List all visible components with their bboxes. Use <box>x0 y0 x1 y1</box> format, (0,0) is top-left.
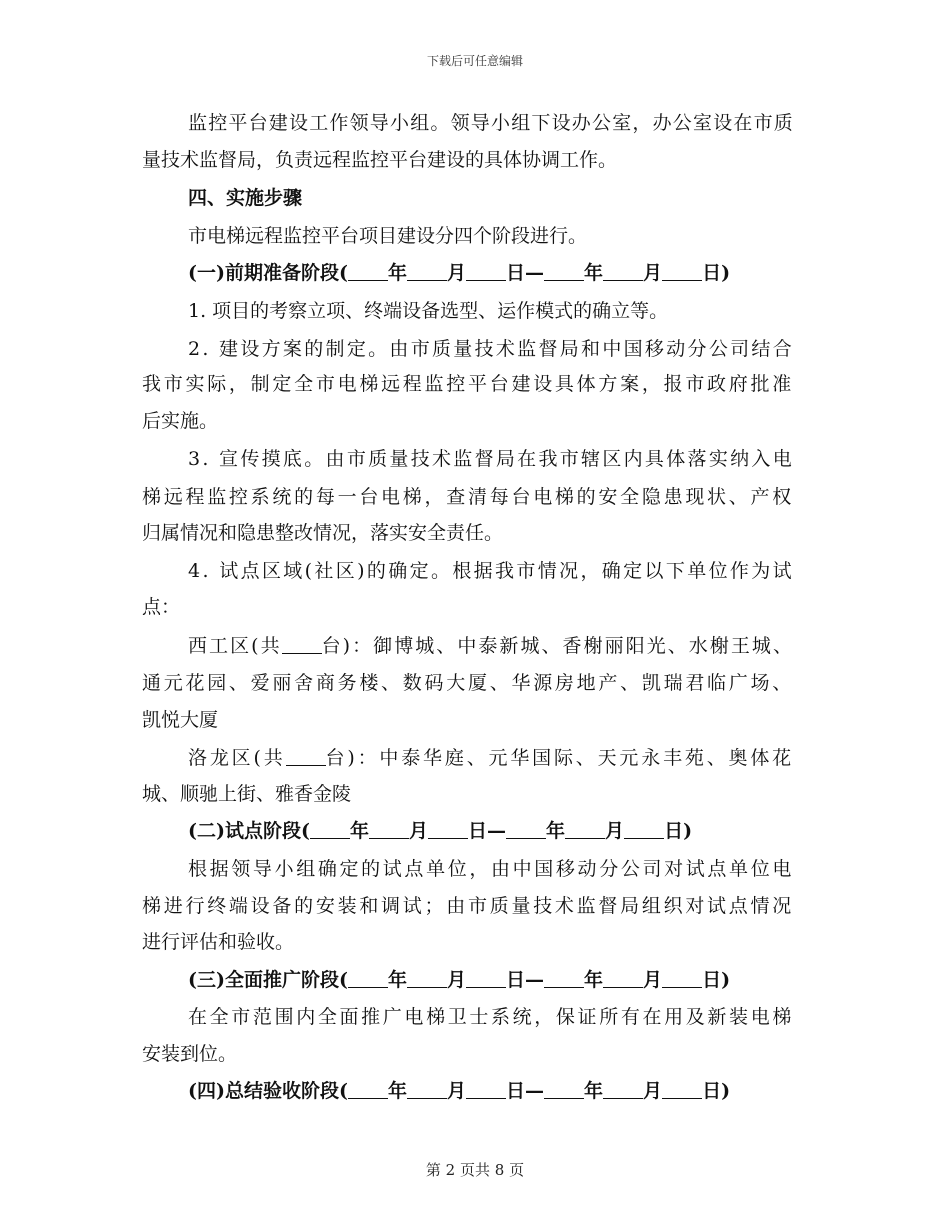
fill-in-blank <box>407 1079 447 1099</box>
text-line: 凯悦大厦 <box>142 709 219 731</box>
fill-in-blank <box>466 968 506 988</box>
text-line: 根据领导小组确定的试点单位，由中国移动分公司对试点单位电 <box>188 858 794 880</box>
text-line: 3. 宣传摸底。由市质量技术监督局在我市辖区内具体落实纳入电 <box>188 448 794 470</box>
text-line: 在全市范围内全面推广电梯卫士系统，保证所有在用及新装电梯 <box>188 1006 794 1028</box>
fill-in-blank <box>407 968 447 988</box>
fill-in-blank <box>466 1079 506 1099</box>
text-line: 洛龙区(共 台)：中泰华庭、元华国际、天元永丰苑、奥体花 <box>188 747 794 769</box>
text-line: 四、实施步骤 <box>188 187 303 209</box>
text-line: 进行评估和验收。 <box>142 931 295 953</box>
text-line: 量技术监督局，负责远程监控平台建设的具体协调工作。 <box>142 149 618 171</box>
text-line: 城、顺驰上街、雅香金陵 <box>142 783 352 805</box>
text-line: 西工区(共 台)：御博城、中泰新城、香榭丽阳光、水榭王城、 <box>188 635 794 657</box>
fill-in-blank <box>466 261 506 281</box>
text-line: 梯进行终端设备的安装和调试；由市质量技术监督局组织对试点情况 <box>142 895 794 917</box>
text-line: (四)总结验收阶段( 年 月 日— 年 月 日) <box>188 1080 731 1102</box>
text-line: 市电梯远程监控平台项目建设分四个阶段进行。 <box>188 225 588 247</box>
fill-in-blank <box>544 968 584 988</box>
text-line: 2. 建设方案的制定。由市质量技术监督局和中国移动分公司结合 <box>188 338 794 360</box>
text-line: 监控平台建设工作领导小组。领导小组下设办公室，办公室设在市质 <box>188 112 794 134</box>
text-line: 梯远程监控系统的每一台电梯，查清每台电梯的安全隐患现状、产权 <box>142 486 794 508</box>
text-line: 归属情况和隐患整改情况，落实安全责任。 <box>142 522 504 544</box>
text-line: 1. 项目的考察立项、终端设备选型、运作模式的确立等。 <box>188 300 669 322</box>
fill-in-blank <box>282 634 322 654</box>
fill-in-blank <box>506 819 546 839</box>
text-line: (一)前期准备阶段( 年 月 日— 年 月 日) <box>188 262 731 284</box>
text-line: 我市实际，制定全市电梯远程监控平台建设具体方案，报市政府批准 <box>142 373 794 395</box>
fill-in-blank <box>286 746 326 766</box>
page-header: 下载后可任意编辑 <box>426 54 523 68</box>
fill-in-blank <box>407 261 447 281</box>
fill-in-blank <box>544 261 584 281</box>
fill-in-blank <box>544 1079 584 1099</box>
text-line: 安装到位。 <box>142 1043 238 1065</box>
fill-in-blank <box>369 819 409 839</box>
fill-in-blank <box>310 819 350 839</box>
text-line: 后实施。 <box>142 410 219 432</box>
fill-in-blank <box>662 1079 702 1099</box>
text-line: (二)试点阶段( 年 月 日— 年 月 日) <box>188 820 693 842</box>
fill-in-blank <box>603 1079 643 1099</box>
fill-in-blank <box>428 819 468 839</box>
text-line: 4. 试点区域(社区)的确定。根据我市情况，确定以下单位作为试 <box>188 560 794 582</box>
text-line: 通元花园、爱丽舍商务楼、数码大厦、华源房地产、凯瑞君临广场、 <box>142 672 794 694</box>
page-footer: 第 2 页共 8 页 <box>425 1161 525 1179</box>
fill-in-blank <box>662 968 702 988</box>
fill-in-blank <box>624 819 664 839</box>
text-line: (三)全面推广阶段( 年 月 日— 年 月 日) <box>188 969 731 991</box>
fill-in-blank <box>565 819 605 839</box>
fill-in-blank <box>603 968 643 988</box>
fill-in-blank <box>662 261 702 281</box>
fill-in-blank <box>603 261 643 281</box>
fill-in-blank <box>348 261 388 281</box>
fill-in-blank <box>348 968 388 988</box>
fill-in-blank <box>348 1079 388 1099</box>
text-line: 点： <box>142 596 181 618</box>
